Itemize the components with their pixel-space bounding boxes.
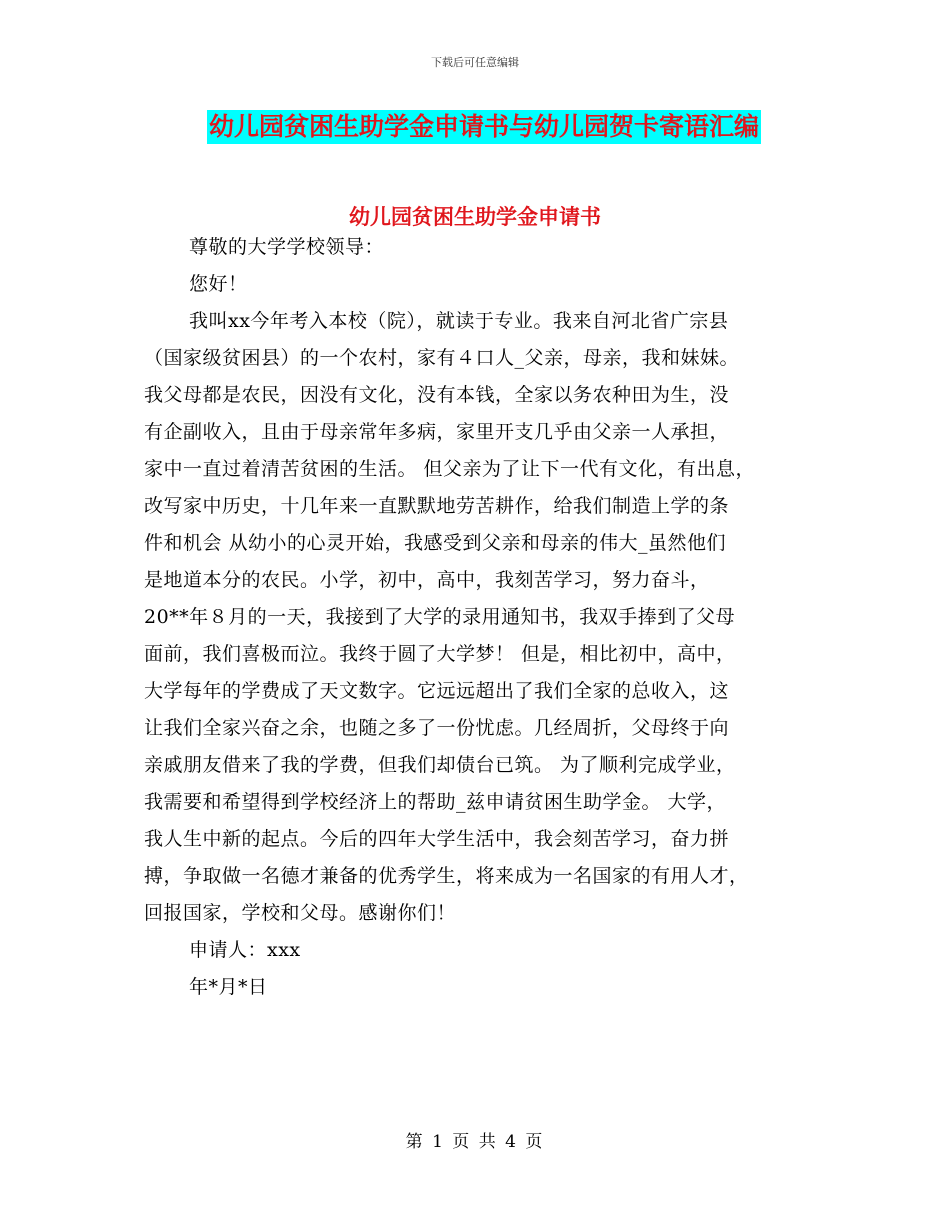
paragraph-line: 大学每年的学费成了天文数字。它远远超出了我们全家的总收入，这: [144, 680, 730, 702]
paragraph-line: 家中一直过着清苦贫困的生活。 但父亲为了让下一代有文化，有出息，: [144, 458, 756, 480]
paragraph-line: （国家级贫困县）的一个农村，家有４口人_父亲，母亲，我和妹妹。: [144, 347, 740, 369]
paragraph-line: 亲戚朋友借来了我的学费，但我们却债台已筑。 为了顺利完成学业，: [144, 754, 736, 776]
paragraph-line: 有企副收入，且由于母亲常年多病，家里开支几乎由父亲一人承担，: [144, 421, 730, 443]
paragraph-line: 是地道本分的农民。小学，初中，高中，我刻苦学习，努力奋斗，: [144, 569, 710, 591]
paragraph-line: 我需要和希望得到学校经济上的帮助_兹申请贫困生助学金。 大学，: [144, 791, 727, 813]
paragraph-line: 改写家中历史，十几年来一直默默地劳苦耕作，给我们制造上学的条: [144, 495, 730, 517]
paragraph-line: 搏，争取做一名德才兼备的优秀学生，将来成为一名国家的有用人才，: [144, 865, 749, 887]
page-footer: 第 1 页 共 4 页: [405, 1132, 545, 1152]
paragraph-line: 我叫xx今年考入本校（院），就读于专业。我来自河北省广宗县: [189, 310, 729, 332]
paragraph-line: 我人生中新的起点。今后的四年大学生活中，我会刻苦学习，奋力拼: [144, 828, 730, 850]
paragraph-line: 回报国家，学校和父母。感谢你们！: [144, 902, 457, 924]
paragraph-line: 件和机会 从幼小的心灵开始，我感受到父亲和母亲的伟大_虽然他们: [144, 532, 727, 554]
date-line: 年*月*日: [189, 976, 268, 998]
applicant-signature: 申请人：xxx: [189, 939, 301, 961]
header-note: 下载后可任意编辑: [431, 56, 519, 69]
document-title: 幼儿园贫困生助学金申请书与幼儿园贺卡寄语汇编: [207, 110, 761, 144]
greeting: 您好！: [189, 273, 248, 295]
paragraph-line: 让我们全家兴奋之余，也随之多了一份忧虑。几经周折，父母终于向: [144, 717, 730, 739]
salutation: 尊敬的大学学校领导：: [189, 236, 385, 258]
section-title: 幼儿园贫困生助学金申请书: [349, 204, 601, 229]
paragraph-line: 我父母都是农民，因没有文化，没有本钱，全家以务农种田为生，没: [144, 384, 730, 406]
paragraph-line: 面前，我们喜极而泣。我终于圆了大学梦！ 但是，相比初中，高中，: [144, 643, 736, 665]
paragraph-line: 20**年８月的一天，我接到了大学的录用通知书，我双手捧到了父母: [144, 606, 736, 628]
